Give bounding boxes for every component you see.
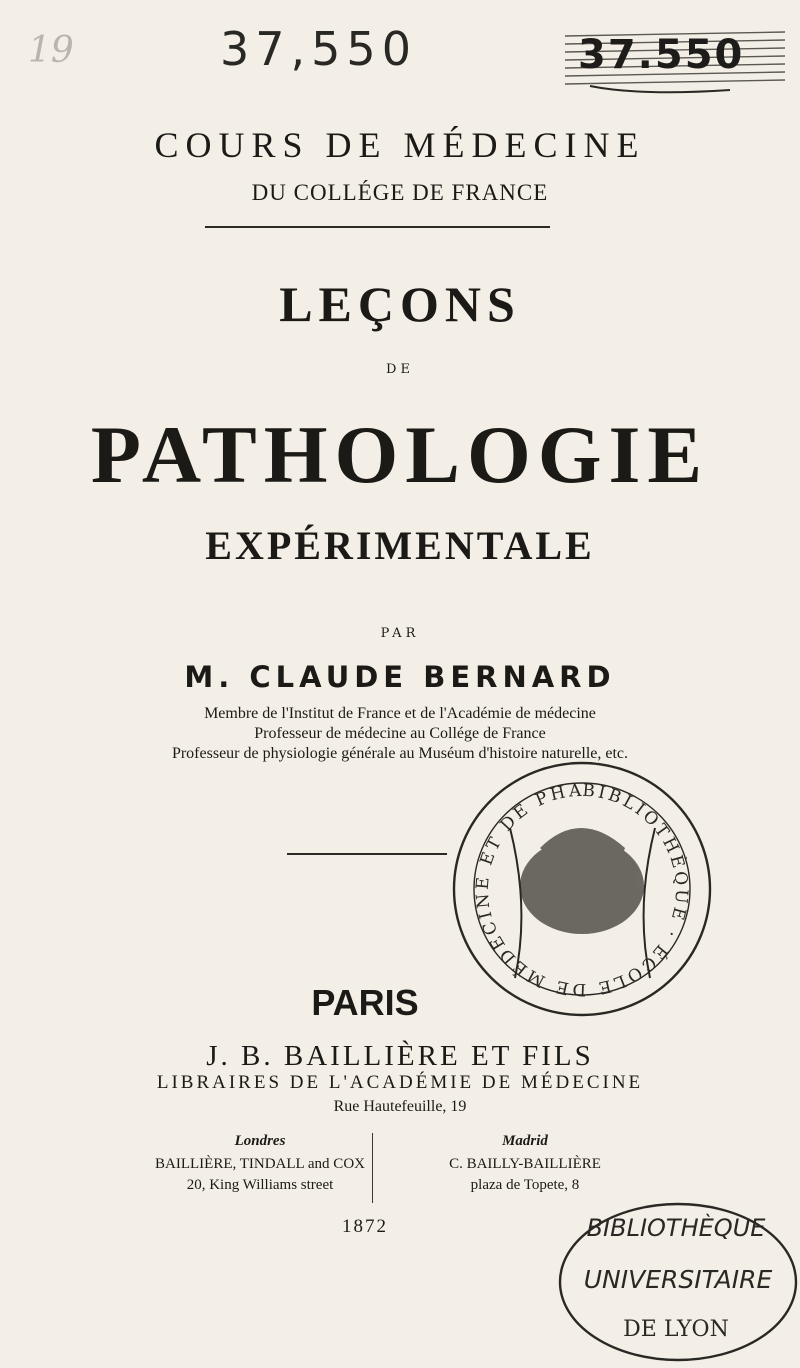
library-seal-top [450, 758, 715, 1020]
seal-line: DE LYON [623, 1317, 729, 1342]
by-label: PAR [380, 626, 420, 641]
divider-rule [287, 853, 447, 855]
divider-rule [205, 226, 550, 228]
course-heading: COURS DE MÉDECINE [154, 125, 646, 165]
branch-name: BAILLIÈRE, TINDALL and COX [155, 1156, 365, 1172]
publisher-role: LIBRAIRES DE L'ACADÉMIE DE MÉDECINE [156, 1072, 644, 1093]
author-credential: Professeur de physiologie générale au Muséum d'histoire naturelle, etc. [171, 745, 629, 762]
author-credential: Membre de l'Institut de France et de l'Académie de médecine [204, 705, 596, 722]
branch-address: plaza de Topete, 8 [470, 1177, 580, 1193]
library-seal-icon [556, 1190, 800, 1364]
branch-city: Madrid [502, 1133, 548, 1149]
library-seal-icon [450, 758, 715, 1020]
institution-heading: DU COLLÉGE DE FRANCE [251, 180, 549, 205]
branch-address: 20, King Williams street [186, 1177, 334, 1193]
library-seal-bottom [556, 1190, 800, 1364]
margin-mark: 19 [28, 30, 74, 71]
title-lecons: LEÇONS [279, 276, 521, 332]
seal-ring-text: BIBLIOTHÈQUE · ÉCOLE DE MÉDECINE ET DE PHA [472, 780, 692, 1000]
publisher-address: Rue Hautefeuille, 19 [333, 1098, 467, 1115]
title-main: PATHOLOGIE [90, 409, 710, 500]
london-branch [150, 1133, 370, 1196]
author-credential: Professeur de médecine au Collége de France [254, 725, 546, 742]
title-de: DE [386, 362, 414, 377]
author-name: M. CLAUDE BERNARD [184, 660, 616, 694]
publisher-name: J. B. BAILLIÈRE ET FILS [206, 1040, 594, 1072]
branch-city: Londres [234, 1133, 286, 1149]
imprint-city: PARIS [311, 982, 419, 1023]
seal-line: UNIVERSITAIRE [583, 1265, 773, 1294]
title-sub: EXPÉRIMENTALE [205, 523, 595, 568]
number-stamp [560, 24, 788, 94]
branch-name: C. BAILLY-BAILLIÈRE [449, 1156, 601, 1172]
seal-line: BIBLIOTHÈQUE [586, 1214, 766, 1242]
handwritten-number: 37,550 [220, 22, 417, 76]
madrid-branch [390, 1133, 660, 1196]
publication-year: 1872 [342, 1216, 388, 1237]
column-divider [372, 1133, 373, 1203]
stamp-number: 37.550 [578, 32, 745, 78]
